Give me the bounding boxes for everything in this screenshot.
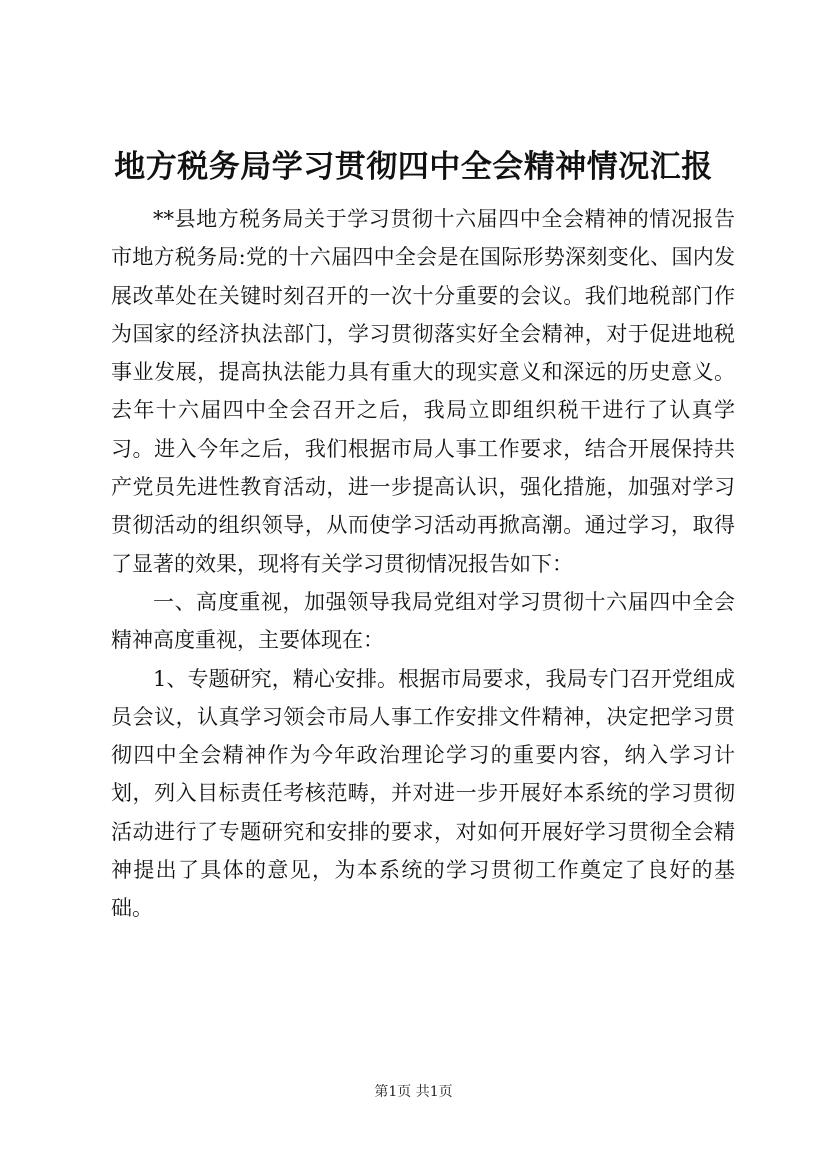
document-body xyxy=(111,200,735,928)
paragraph-item-one: 1、专题研究，精心安排。根据市局要求，我局专门召开党组成员会议，认真学习领会市局人事工作安排文件精神，决定把学习贯彻四中全会精神作为今年政治理论学习的重要内容，纳入学习计划，列入目标责任考核范畴，并对进一步开展好本系统的学习贯彻活动进行了专题研究和安排的要求，对如何开展好学习贯彻全会精神提出了具体的意见，为本系统的学习贯彻工作奠定了良好的基础。 xyxy=(111,666,735,921)
paragraph-section-one: 一、高度重视，加强领导我局党组对学习贯彻十六届四中全会精神高度重视，主要体现在： xyxy=(111,589,735,653)
document-title: 地方税务局学习贯彻四中全会精神情况汇报 xyxy=(114,149,713,185)
paragraph-intro: **县地方税务局关于学习贯彻十六届四中全会精神的情况报告市地方税务局:党的十六届四中全会是在国际形势深刻变化、国内发展改革处在关键时刻召开的一次十分重要的会议。我们地税部门作为国家的经济执法部门，学习贯彻落实好全会精神，对于促进地税事业发展，提高执法能力具有重大的现实意义和深远的历史意义。去年十六届四中全会召开之后，我局立即组织税干进行了认真学习。进入今年之后，我们根据市局人事工作要求，结合开展保持共产党员先进性教育活动，进一步提高认识，强化措施，加强对学习贯彻活动的组织领导，从而使学习活动再掀高潮。通过学习，取得了显著的效果，现将有关学习贯彻情况报告如下： xyxy=(111,207,735,576)
page-footer: 第1页 共1页 xyxy=(374,1084,453,1100)
